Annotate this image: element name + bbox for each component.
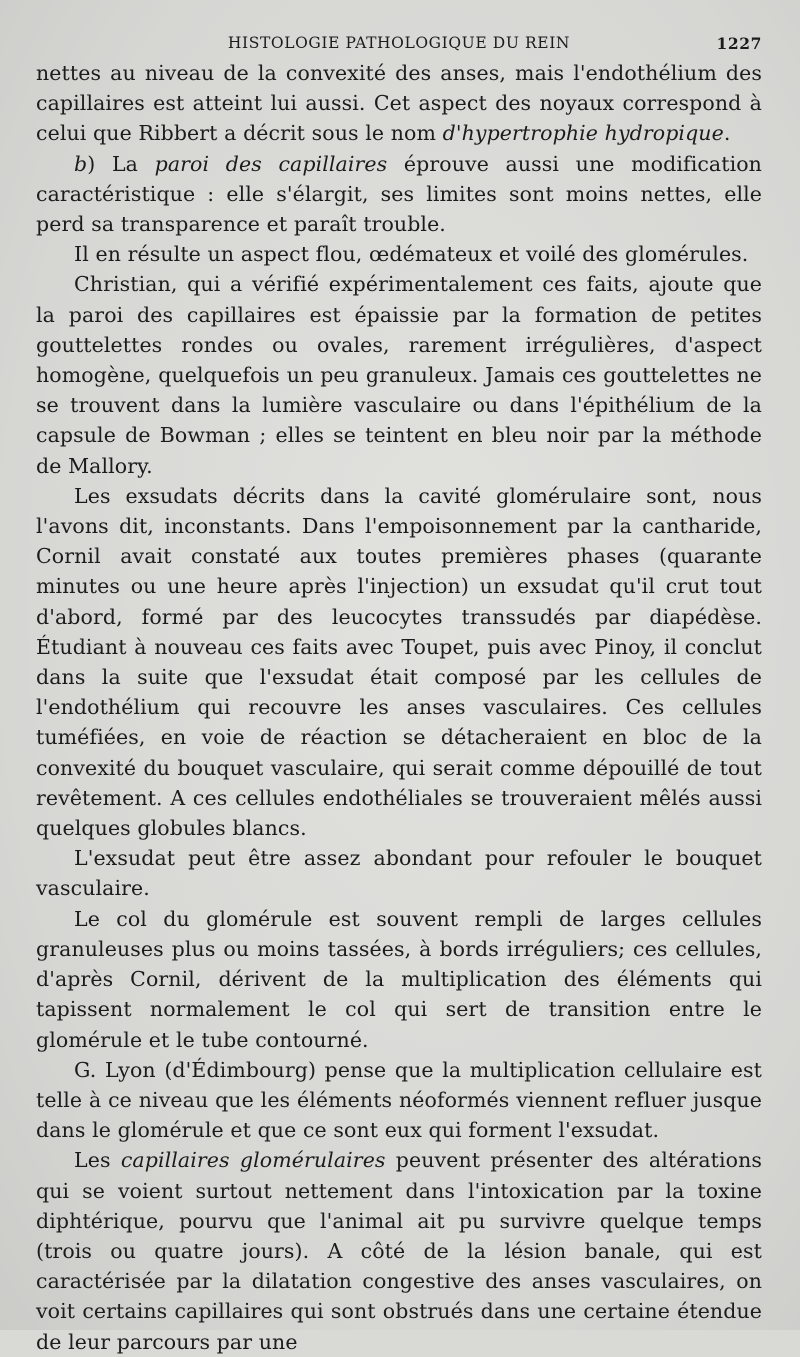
body-text bbox=[36, 58, 762, 1357]
text-span: Christian, qui a vérifié expérimentalement ces faits, ajoute que la paroi des capillaires est épaissie par la formation de petites gouttelettes rondes ou ovales, rarement irrégulières, d'aspect homogène, quelquefois un peu granuleux. Jamais ces gouttelettes ne se trouvent dans la lumière vasculaire ou dans l'épithélium de la capsule de Bowman ; elles se teintent en bleu noir par la méthode de Mallory. bbox=[36, 272, 762, 478]
running-header bbox=[36, 28, 762, 58]
text-span: Le col du glomérule est souvent rempli de larges cellules granuleuses plus ou moins tassées, à bords irréguliers; ces cellules, d'après Cornil, dérivent de la multiplication des éléments qui tapissent normalement le col qui sert de transition entre le glomérule et le tube contourné. bbox=[36, 906, 762, 1052]
paragraph-1 bbox=[36, 58, 762, 149]
paragraph-8 bbox=[36, 1055, 762, 1146]
text-span: nettes au niveau de la convexité des anses, mais l'endothélium des capillaires est atteint lui aussi. Cet aspect des noyaux correspond à celui que Ribbert a décrit sous le nom bbox=[36, 61, 762, 146]
paragraph-7 bbox=[36, 904, 762, 1055]
text-span: éprouve aussi une modification caractéristique : elle s'élargit, ses limites sont moins nettes, elle perd sa transparence et paraît trouble. bbox=[36, 151, 762, 237]
text-span: Les exsudats décrits dans la cavité glomérulaire sont, nous l'avons dit, inconstants. Dans l'empoisonnement par la cantharide, Cornil avait constaté aux toutes premières phases (quarante minutes ou une heure après l'injection) un exsudat qu'il crut tout d'abord, formé par des leucocytes transsudés par diapédèse. Étudiant à nouveau ces faits avec Toupet, puis avec Pinoy, il conclut dans la suite que l'exsudat était composé par les cellules de l'endothélium qui recouvre les anses vasculaires. Ces cellules tuméfiées, en voie de réaction se détacheraient en bloc de la convexité du bouquet vasculaire, qui serait comme dépouillé de tout revêtement. A ces cellules endothéliales se trouveraient mêlés aussi quelques globules blancs. bbox=[36, 483, 762, 841]
page-number: 1227 bbox=[716, 34, 762, 53]
text-span: Les bbox=[74, 1148, 121, 1173]
text-span: G. Lyon (d'Édimbourg) pense que la multiplication cellulaire est telle à ce niveau que les éléments néoformés viennent refluer jusque dans le glomérule et que ce sont eux qui forment l'exsudat. bbox=[36, 1057, 762, 1143]
text-span: L'exsudat peut être assez abondant pour refouler le bouquet vasculaire. bbox=[36, 846, 762, 901]
italic-term: capillaires glomérulaires bbox=[120, 1148, 386, 1173]
text-span: peuvent présenter des altérations qui se voient surtout nettement dans l'intoxication par la toxine diphtérique, pourvu que l'animal ait pu survivre quelque temps (trois ou quatre jours). A côté de la lésion banale, qui est caractérisée par la dilatation congestive des anses vasculaires, on voit certains capillaires qui sont obstrués dans une certaine étendue de leur parcours par une bbox=[36, 1148, 763, 1354]
enumeration-letter: b bbox=[74, 151, 88, 176]
running-title: HISTOLOGIE PATHOLOGIQUE DU REIN bbox=[227, 34, 571, 52]
text-span: . bbox=[723, 121, 731, 146]
paragraph-3 bbox=[36, 239, 762, 269]
text-span: ) La bbox=[87, 151, 155, 176]
paragraph-5 bbox=[36, 481, 762, 843]
italic-term: d'hypertrophie hydropique bbox=[442, 121, 724, 146]
paragraph-2 bbox=[36, 149, 762, 240]
paragraph-6 bbox=[36, 843, 762, 903]
italic-term: paroi des capillaires bbox=[154, 151, 388, 176]
text-span: Il en résulte un aspect flou, œdémateux et voilé des glomérules. bbox=[74, 242, 749, 267]
paragraph-9 bbox=[36, 1145, 762, 1356]
paragraph-4 bbox=[36, 269, 762, 480]
